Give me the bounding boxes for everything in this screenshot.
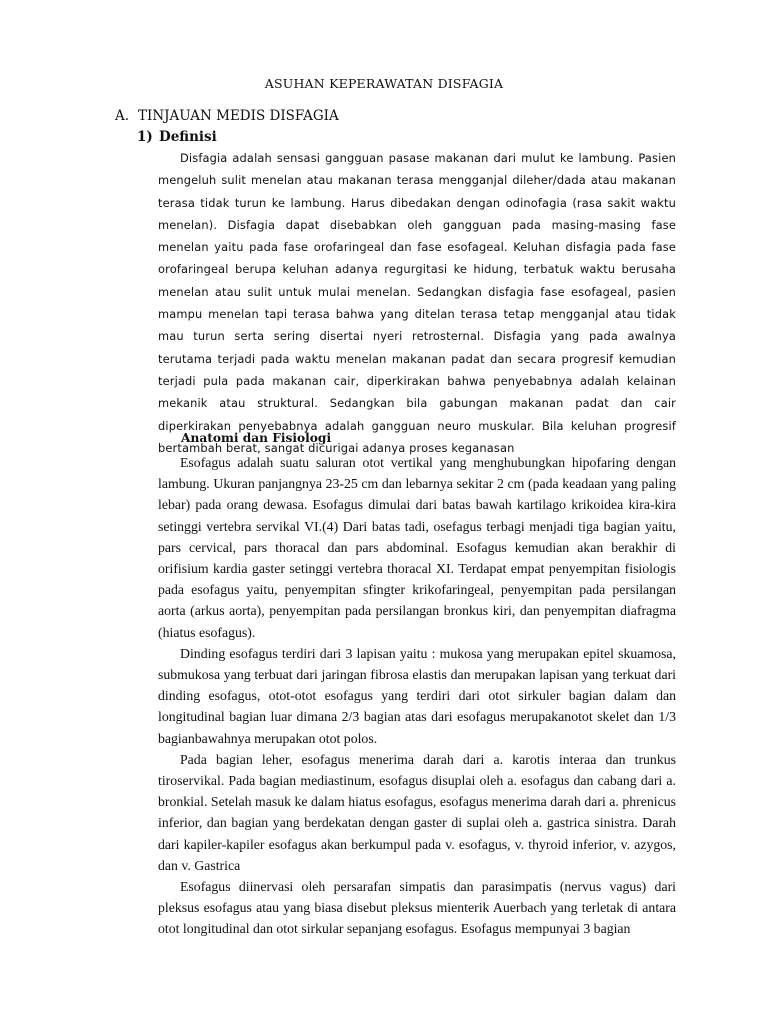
document-title: ASUHAN KEPERAWATAN DISFAGIA bbox=[264, 76, 504, 91]
anatomy-section bbox=[158, 452, 676, 940]
anatomy-paragraph: Esofagus adalah suatu saluran otot vertikal yang menghubungkan hipofaring dengan lambung. Ukuran panjangnya 23-25 cm dan lebarnya sekitar 2 cm (pada keadaan yang paling lebar) pada orang dewasa. Esofagus dimulai dari batas bawah kartilago krikoidea kira-kira setinggi vertebra servikal VI.(4) Dari batas tadi, osefagus terbagi menjadi tiga bagian yaitu, pars cervical, pars thoracal dan pars abdominal. Esofagus kemudian akan berakhir di orifisium kardia gaster setinggi vertebra thoracal XI. Terdapat empat penyempitan fisiologis pada esofagus yaitu, penyempitan sfingter krikofaringeal, penyempitan pada persilangan aorta (arkus aorta), penyempitan pada persilangan bronkus kiri, dan penyempitan diafragma (hiatus esofagus). bbox=[158, 455, 676, 640]
anatomy-paragraph: Esofagus diinervasi oleh persarafan simpatis dan parasimpatis (nervus vagus) dari pleksus esofagus atau yang biasa disebut pleksus mienterik Auerbach yang terletak di antara otot longitudinal dan otot sirkular sepanjang esofagus. Esofagus mempunyai 3 bagian bbox=[158, 879, 676, 937]
definition-paragraph: Disfagia adalah sensasi gangguan pasase makanan dari mulut ke lambung. Pasien mengeluh sulit menelan atau makanan terasa mengganjal dileher/dada atau makanan terasa tidak turun ke lambung. Harus dibedakan dengan odinofagia (rasa sakit waktu menelan). Disfagia dapat disebabkan oleh gangguan pada masing-masing fase menelan yaitu pada fase orofaringeal dan fase esofageal. Keluhan disfagia pada fase orofaringeal berupa keluhan adanya regurgitasi ke hidung, terbatuk waktu berusaha menelan atau sulit untuk mulai menelan. Sedangkan disfagia fase esofageal, pasien mampu menelan tapi terasa bahwa yang ditelan terasa tetap mengganjal atau tidak mau turun serta sering disertai nyeri retrosternal. Disfagia yang pada awalnya terutama terjadi pada waktu menelan makanan padat dan secara progresif kemudian terjadi pula pada makanan cair, diperkirakan bahwa penyebabnya adalah kelainan mekanik atau struktural. Sedangkan bila gabungan makanan padat dan cair diperkirakan penyebabnya adalah gangguan neuro muskular. Bila keluhan progresif bertambah berat, sangat dicurigai adanya proses keganasan bbox=[158, 151, 676, 455]
anatomy-paragraph: Pada bagian leher, esofagus menerima darah dari a. karotis interaa dan trunkus tiroservikal. Pada bagian mediastinum, esofagus disuplai oleh a. esofagus dan cabang dari a. bronkial. Setelah masuk ke dalam hiatus esofagus, esofagus menerima darah dari a. phrenicus inferior, dan bagian yang berdekatan dengan gaster di suplai oleh a. gastrica sinistra. Darah dari kapiler-kapiler esofagus akan berkumpul pada v. esofagus, v. thyroid inferior, v. azygos, dan v. Gastrica bbox=[158, 751, 676, 873]
section-heading bbox=[115, 108, 339, 124]
subsection-heading bbox=[137, 129, 217, 145]
subsection-heading-text: Definisi bbox=[159, 129, 217, 145]
section-letter: A. bbox=[115, 108, 130, 124]
definition-section bbox=[158, 147, 676, 459]
anatomy-heading: Anatomi dan Fisiologi bbox=[181, 431, 332, 445]
subsection-number: 1) bbox=[137, 129, 153, 145]
anatomy-paragraph: Dinding esofagus terdiri dari 3 lapisan yaitu : mukosa yang merupakan epitel skuamosa, submukosa yang terbuat dari jaringan fibrosa elastis dan merupakan lapisan yang terkuat dari dinding esofagus, otot-otot esofagus yang terdiri dari otot sirkuler bagian dalam dan longitudinal bagian luar dimana 2/3 bagian atas dari esofagus merupakanotot skelet dan 1/3 bagianbawahnya merupakan otot polos. bbox=[158, 645, 676, 746]
section-heading-text: TINJAUAN MEDIS DISFAGIA bbox=[138, 108, 339, 124]
